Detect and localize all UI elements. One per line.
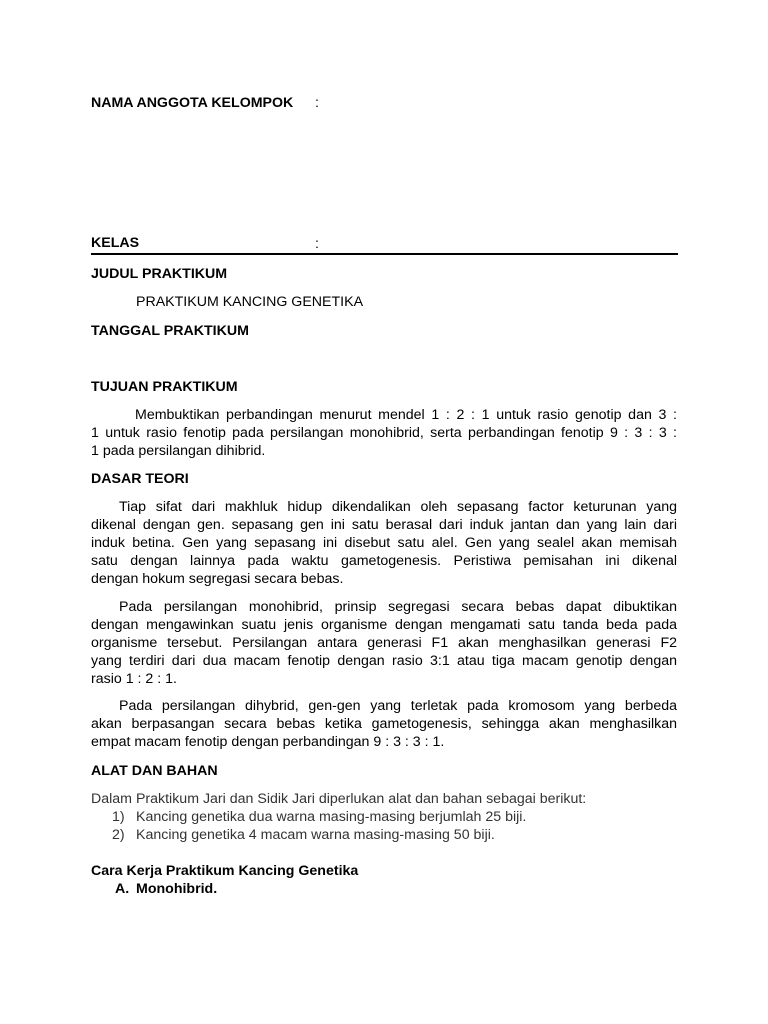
judul-praktikum-value: PRAKTIKUM KANCING GENETIKA — [136, 294, 364, 310]
tujuan-praktikum-heading: TUJUAN PRAKTIKUM — [91, 379, 238, 395]
dasar-teori-heading: DASAR TEORI — [91, 471, 189, 487]
paragraph-line: Pada persilangan monohibrid, prinsip segregasi secara bebas dapat dibuktikan — [119, 599, 677, 615]
alat-bahan-intro: Dalam Praktikum Jari dan Sidik Jari diperlukan alat dan bahan sebagai berikut: — [91, 791, 587, 807]
tujuan-line: 1 untuk rasio fenotip pada persilangan monohibrid, serta perbandingan fenotip 9 : 3 : 3 : — [91, 425, 677, 441]
paragraph-line: rasio 1 : 2 : 1. — [91, 671, 177, 687]
judul-praktikum-heading: JUDUL PRAKTIKUM — [91, 266, 228, 282]
paragraph-line: satu dengan lainnya pada waktu gametogenesis. Peristiwa pemisahan ini dikenal — [91, 553, 677, 569]
paragraph-line: induk betina. Gen yang sepasang ini disebut satu alel. Gen yang sealel akan memisah — [91, 535, 677, 551]
paragraph-line: empat macam fenotip dengan perbandingan 9 : 3 : 3 : 1. — [91, 734, 445, 750]
paragraph-line: organisme tersebut. Persilangan antara generasi F1 akan menghasilkan generasi F2 — [91, 635, 677, 651]
kelas-underline — [91, 253, 678, 255]
paragraph-line: akan berpasangan secara bebas ketika gametogenesis, sehingga akan menghasilkan — [91, 716, 677, 732]
alat-item-number: 1) — [112, 809, 125, 825]
tujuan-paragraph — [91, 406, 677, 460]
alat-item-number: 2) — [112, 827, 125, 843]
tujuan-line: 1 pada persilangan dihibrid. — [91, 443, 266, 459]
alat-bahan-heading: ALAT DAN BAHAN — [91, 763, 218, 779]
alat-item-text: Kancing genetika 4 macam warna masing-masing 50 biji. — [136, 827, 495, 843]
cara-kerja-sub-letter: A. — [115, 881, 130, 897]
cara-kerja-heading: Cara Kerja Praktikum Kancing Genetika — [91, 863, 359, 879]
tanggal-praktikum-heading: TANGGAL PRAKTIKUM — [91, 323, 249, 339]
tujuan-line: Membuktikan perbandingan menurut mendel 1 : 2 : 1 untuk rasio genotip dan 3 : — [135, 407, 677, 423]
paragraph-line: dengan hokum segregasi secara bebas. — [91, 571, 344, 587]
cara-kerja-sub-label: Monohibrid. — [136, 881, 218, 897]
dasar-teori-paragraph-2 — [91, 598, 677, 688]
paragraph-line: Tiap sifat dari makhluk hidup dikendalikan oleh sepasang factor keturunan yang — [119, 499, 677, 515]
nama-anggota-colon: : — [315, 95, 319, 111]
paragraph-line: Pada persilangan dihybrid, gen-gen yang terletak pada kromosom yang berbeda — [119, 698, 677, 714]
paragraph-line: dengan mengawinkan suatu jenis organisme dengan mengamati satu tanda beda pada — [91, 617, 677, 633]
dasar-teori-paragraph-3 — [91, 697, 677, 751]
paragraph-line: yang terdiri dari dua macam fenotip dengan rasio 3:1 atau tiga macam genotip dengan — [91, 653, 677, 669]
kelas-colon: : — [315, 236, 319, 252]
dasar-teori-paragraph-1 — [91, 498, 677, 588]
kelas-label: KELAS — [91, 235, 140, 251]
paragraph-line: dikenal dengan gen. sepasang gen ini satu berasal dari induk jantan dan yang lain dari — [91, 517, 677, 533]
alat-item-text: Kancing genetika dua warna masing-masing berjumlah 25 biji. — [136, 809, 527, 825]
nama-anggota-label: NAMA ANGGOTA KELOMPOK — [91, 95, 294, 111]
